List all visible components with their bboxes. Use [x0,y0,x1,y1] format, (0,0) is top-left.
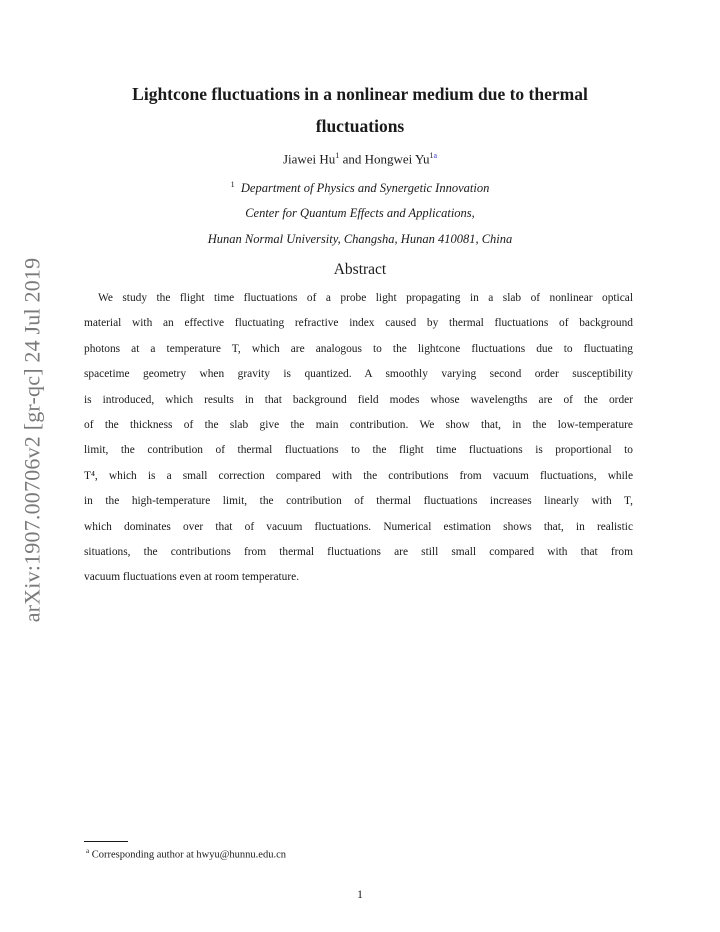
abstract-line: in the high-temperature limit, the contribution of thermal fluctuations increases linearly with T, [84,495,633,508]
abstract-line: situations, the contributions from thermal fluctuations are still small compared with that from [84,545,633,558]
abstract-line: of the thickness of the slab give the main contribution. We show that, in the low-temperature [84,418,633,431]
abstract-line: which dominates over that of vacuum fluctuations. Numerical estimation shows that, in realistic [84,520,633,533]
abstract-line: spacetime geometry when gravity is quantized. A smoothly varying second order susceptibility [84,368,633,381]
abstract-body [84,286,633,591]
abstract-line: is introduced, which results in that background field modes whose wavelengths are of the order [84,393,633,406]
author-1-affil-mark: 1 [335,151,340,160]
affiliation-line-3: Hunan Normal University, Changsha, Hunan 410081, China [207,232,513,246]
abstract-line: We study the flight time fluctuations of a probe light propagating in a slab of nonlinear optical [98,292,633,304]
title-line-1: Lightcone fluctuations in a nonlinear medium due to thermal [132,84,588,104]
abstract-line: photons at a temperature T, which are analogous to the lightcone fluctuations due to fluctuating [84,342,633,355]
arxiv-stamp [14,240,50,640]
affiliation-line-2: Center for Quantum Effects and Applications, [245,206,475,220]
arxiv-stamp-text: arXiv:1907.00706v2 [gr-qc] 24 Jul 2019 [19,257,45,623]
affiliation-marker: 1 [230,180,235,189]
footnote-marker: a [86,847,90,855]
author-2-affil-mark: 1 [429,151,434,160]
author-list [90,151,630,167]
abstract-line: vacuum fluctuations even at room temperature. [84,571,300,584]
abstract-line: T⁴, which is a small correction compared with the contributions from vacuum fluctuations, while [84,469,633,482]
title-line-2: fluctuations [315,116,405,136]
abstract-line: material with an effective fluctuating refractive index caused by thermal fluctuations of background [84,317,633,330]
author-2: Hongwei Yu [364,151,430,167]
paper-title [90,78,630,142]
footnote-text: Corresponding author at hwyu@hunnu.edu.cn [91,849,286,861]
abstract-line: limit, the contribution of thermal fluctuations to the flight time fluctuations is proportional to [84,444,633,457]
author-1: Jiawei Hu [282,151,336,167]
abstract-heading: Abstract [333,261,387,278]
affiliation-line-1: $^1$ Department of Physics and Synergetic Innovation [230,180,490,196]
footnote [86,847,286,861]
corresponding-author-link[interactable]: a [433,151,438,160]
footnote-rule [84,841,128,842]
author-and: and [342,151,362,167]
page-number: 1 [357,887,363,901]
